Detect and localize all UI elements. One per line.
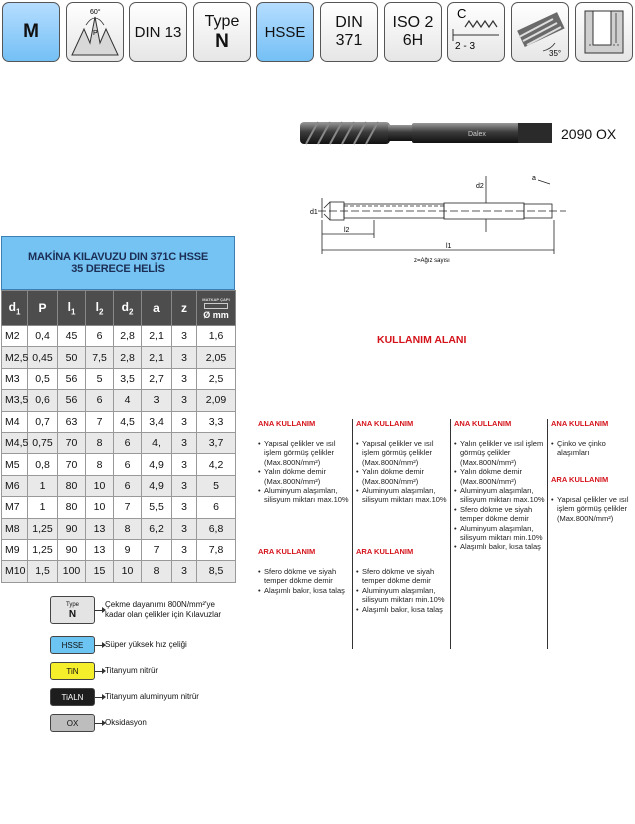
table-cell: 8 [86, 432, 114, 453]
usage-column [255, 419, 351, 649]
usage-item: • Yalın dökme demir (Max.800N/mm²) [454, 467, 546, 486]
thread-size-cell: M10 [2, 561, 28, 582]
main-usage-heading: ANA KULLANIM [356, 419, 414, 428]
table-cell: 1,5 [28, 561, 58, 582]
usage-item: • Yapısal çelikler ve ısıl işlem görmüş çelikler (Max.800N/mm²) [258, 439, 351, 467]
table-cell: 3 [172, 411, 197, 432]
secondary-usage-heading: ARA KULLANIM [356, 547, 414, 556]
table-cell: 90 [58, 518, 86, 539]
legend-text-line: kadar olan çelikler için Kılavuzlar [105, 610, 222, 619]
drill-header-tiny: MATKAP ÇAPI [202, 296, 230, 302]
arrow-right-icon [95, 671, 103, 672]
blind-hole-icon [575, 2, 633, 62]
legend-description [105, 692, 199, 702]
spec-table [1, 290, 236, 583]
table-cell: 3 [172, 518, 197, 539]
table-cell: 13 [86, 539, 114, 560]
thread-size-cell: M3,5 [2, 390, 28, 411]
table-cell: 56 [58, 368, 86, 389]
table-cell: 1,25 [28, 518, 58, 539]
table-row [2, 326, 236, 347]
table-cell: 2,5 [197, 368, 236, 389]
table-cell: 1 [28, 475, 58, 496]
legend-item [50, 714, 147, 732]
table-row [2, 561, 236, 582]
table-cell: 1 [28, 497, 58, 518]
iso-label: ISO 2 [392, 14, 434, 31]
din-label: DIN [335, 14, 363, 31]
legend-text-line: Süper yüksek hız çeliği [105, 640, 187, 649]
legend-item [50, 636, 187, 654]
table-cell: 4,5 [114, 411, 142, 432]
secondary-usage-list [551, 495, 633, 523]
usage-item: • Çinko ve çinko alaşımları [551, 439, 635, 458]
table-cell: 3,5 [114, 368, 142, 389]
thread-size-cell: M8 [2, 518, 28, 539]
usage-item: • Yapısal çelikler ve ısıl işlem görmüş çelikler (Max.800N/mm²) [356, 439, 449, 467]
table-cell: 3 [172, 347, 197, 368]
dim-d2-label: d2 [476, 183, 484, 190]
blind-hole-drawing [577, 5, 631, 59]
tap-product-photo [300, 116, 552, 150]
table-row [2, 390, 236, 411]
table-cell: 56 [58, 390, 86, 411]
table-cell: 8 [142, 561, 172, 582]
table-cell: 70 [58, 454, 86, 475]
legend-swatch-value: N [68, 609, 77, 620]
drill-header-icon [204, 303, 228, 309]
usage-area-grid [255, 419, 635, 649]
legend-item [50, 688, 199, 706]
usage-item: • Yalın çelikler ve ısıl işlem görmüş çelikler (Max.800N/mm²) [454, 439, 546, 467]
table-cell: 1,25 [28, 539, 58, 560]
table-cell: 80 [58, 475, 86, 496]
table-cell: 3 [172, 368, 197, 389]
table-cell: 5 [86, 368, 114, 389]
legend-swatch [50, 596, 95, 624]
table-title-line2: 35 DERECE HELİS [71, 263, 165, 275]
chamfer-drawing [449, 5, 503, 59]
arrow-right-icon [95, 723, 103, 724]
table-cell: 2,7 [142, 368, 172, 389]
table-cell: 3,4 [142, 411, 172, 432]
table-cell: 10 [86, 497, 114, 518]
legend-description [105, 666, 158, 676]
dim-l1-label: l1 [446, 243, 452, 250]
table-row [2, 518, 236, 539]
table-cell: 3,3 [197, 411, 236, 432]
legend-swatch-label: TiN [66, 666, 79, 676]
table-cell: 0,75 [28, 432, 58, 453]
din371-badge [320, 2, 378, 62]
table-cell: 4, [142, 432, 172, 453]
table-cell: 3 [172, 475, 197, 496]
din13-label: DIN 13 [134, 23, 182, 41]
table-cell: 6 [114, 454, 142, 475]
table-title [1, 236, 235, 290]
header-drill-diameter [197, 291, 236, 326]
table-cell: 8,5 [197, 561, 236, 582]
secondary-usage-heading: ARA KULLANIM [258, 547, 316, 556]
thread-profile-drawing [68, 5, 122, 59]
table-cell: 4,9 [142, 475, 172, 496]
table-cell: 6 [114, 432, 142, 453]
legend-swatch [50, 714, 95, 732]
table-cell: 63 [58, 411, 86, 432]
usage-item: • Yapısal çelikler ve ısıl işlem görmüş çelikler (Max.800N/mm²) [551, 495, 633, 523]
table-cell: 7 [114, 497, 142, 518]
table-cell: 7 [86, 411, 114, 432]
table-cell: 6,2 [142, 518, 172, 539]
legend-text-line: Oksidasyon [105, 718, 147, 727]
spiral-flute-icon [511, 2, 569, 62]
table-cell: 80 [58, 497, 86, 518]
spiral-flute-drawing [513, 5, 567, 59]
profile-angle-label: 60° [90, 9, 101, 16]
legend-description [105, 718, 147, 728]
table-cell: 8 [86, 454, 114, 475]
header-z: z [172, 291, 197, 326]
iso-class: 6H [402, 32, 424, 49]
table-cell: 7,5 [86, 347, 114, 368]
table-cell: 7 [142, 539, 172, 560]
tap-dimension-table [1, 236, 235, 583]
table-cell: 2,8 [114, 326, 142, 347]
table-row [2, 347, 236, 368]
thread-size-cell: M4 [2, 411, 28, 432]
drill-header-symbol: Ø mm [203, 309, 229, 320]
table-cell: 50 [58, 347, 86, 368]
usage-item: • Alaşımlı bakır, kısa talaş [356, 605, 447, 614]
dim-l2-label: l2 [344, 227, 350, 234]
legend-swatch-label: OX [66, 718, 79, 728]
metric-thread-badge [2, 2, 60, 62]
secondary-usage-list [258, 567, 349, 595]
chamfer-range: 2 - 3 [455, 41, 476, 52]
table-cell: 3 [172, 454, 197, 475]
usage-item: • Aluminyum alaşımları, silisyum miktarı min.10% [356, 586, 447, 605]
table-row [2, 475, 236, 496]
metric-label: M [23, 21, 39, 42]
product-code: 2090 OX [561, 126, 617, 142]
table-cell: 6,8 [197, 518, 236, 539]
table-cell: 5 [197, 475, 236, 496]
chamfer-letter: C [457, 6, 467, 21]
table-row [2, 454, 236, 475]
thread-size-cell: M5 [2, 454, 28, 475]
table-row [2, 432, 236, 453]
thread-size-cell: M6 [2, 475, 28, 496]
table-cell: 8 [114, 518, 142, 539]
chamfer-form-icon [447, 2, 505, 62]
table-cell: 3,7 [197, 432, 236, 453]
secondary-usage-list [356, 567, 447, 614]
property-icon-row [2, 2, 633, 62]
table-header-row [2, 291, 236, 326]
table-cell: 7,8 [197, 539, 236, 560]
table-cell: 90 [58, 539, 86, 560]
legend-text-line: Titanyum nitrür [105, 666, 159, 675]
table-cell: 2,1 [142, 347, 172, 368]
table-cell: 2,05 [197, 347, 236, 368]
table-row [2, 411, 236, 432]
legend-item [50, 662, 158, 680]
legend-swatch [50, 662, 95, 680]
usage-item: • Yalın dökme demir (Max.800N/mm²) [258, 467, 351, 486]
usage-title: KULLANIM ALANI [377, 334, 467, 346]
table-cell: 15 [86, 561, 114, 582]
table-cell: 3 [172, 497, 197, 518]
usage-item: • Sfero dökme ve siyah temper dökme demir [258, 567, 349, 586]
table-cell: 6 [114, 475, 142, 496]
legend-swatch [50, 636, 95, 654]
usage-item: • Yalın dökme demir (Max.800N/mm²) [356, 467, 449, 486]
table-body [2, 326, 236, 583]
table-cell: 0,8 [28, 454, 58, 475]
dim-d1-label: d1 [310, 209, 318, 216]
table-cell: 70 [58, 432, 86, 453]
usage-item: • Aluminyum alaşımları, silisyum miktarı max.10% [258, 486, 351, 505]
flute-count-note: z=Ağız sayısı [414, 258, 450, 264]
type-label: Type [204, 12, 240, 30]
header-d1: $d_1$ [2, 291, 28, 326]
table-cell: 3 [172, 561, 197, 582]
table-cell: 4 [114, 390, 142, 411]
table-cell: 2,1 [142, 326, 172, 347]
din13-badge [129, 2, 187, 62]
legend-description [105, 600, 221, 620]
legend-swatch-label: TiALN [61, 692, 84, 702]
din-number: 371 [335, 32, 363, 49]
shank-brand-text: Dalex [468, 131, 486, 138]
legend-item [50, 596, 221, 624]
main-usage-heading: ANA KULLANIM [551, 419, 609, 428]
usage-column [547, 419, 635, 649]
table-cell: 4,2 [197, 454, 236, 475]
table-cell: 3 [172, 539, 197, 560]
table-cell: 0,7 [28, 411, 58, 432]
table-cell: 10 [114, 561, 142, 582]
header-l2: $l_2$ [86, 291, 114, 326]
usage-item: • Sfero dökme ve siyah temper dökme demir [356, 567, 447, 586]
secondary-usage-heading: ARA KULLANIM [551, 475, 609, 484]
helix-angle-label: 35° [549, 49, 562, 58]
thread-size-cell: M9 [2, 539, 28, 560]
legend-text-line: Titanyum aluminyum nitrür [105, 692, 199, 701]
table-row [2, 539, 236, 560]
hsse-label: HSSE [264, 23, 306, 41]
thread-size-cell: M4,5 [2, 432, 28, 453]
table-cell: 6 [86, 326, 114, 347]
usage-item: • Alaşımlı bakır, kısa talaş [258, 586, 349, 595]
table-cell: 9 [114, 539, 142, 560]
table-cell: 3 [172, 326, 197, 347]
arrow-right-icon [95, 645, 103, 646]
table-cell: 0,5 [28, 368, 58, 389]
usage-item: • Aluminyum alaşımları, silisyum miktarı max.10% [454, 486, 546, 505]
table-row [2, 497, 236, 518]
legend-swatch-label: HSSE [61, 640, 84, 650]
hsse-badge [256, 2, 314, 62]
table-cell: 4,9 [142, 454, 172, 475]
arrow-right-icon [95, 610, 103, 611]
table-cell: 45 [58, 326, 86, 347]
usage-column [450, 419, 546, 649]
table-cell: 5,5 [142, 497, 172, 518]
table-cell: 2,09 [197, 390, 236, 411]
arrow-right-icon [95, 697, 103, 698]
table-cell: 3 [142, 390, 172, 411]
legend-swatch [50, 688, 95, 706]
usage-item: • Aluminyum alaşımları, silisyum miktarı max.10% [356, 486, 449, 505]
legend-description [105, 640, 187, 650]
usage-column [352, 419, 449, 649]
table-cell: 13 [86, 518, 114, 539]
table-cell: 10 [86, 475, 114, 496]
table-row [2, 368, 236, 389]
header-a: a [142, 291, 172, 326]
table-cell: 2,8 [114, 347, 142, 368]
table-cell: 3 [172, 390, 197, 411]
thread-size-cell: M2 [2, 326, 28, 347]
table-cell: 1,6 [197, 326, 236, 347]
main-usage-heading: ANA KULLANIM [258, 419, 316, 428]
thread-size-cell: M2,5 [2, 347, 28, 368]
tap-dimension-drawing [298, 170, 578, 270]
table-cell: 6 [86, 390, 114, 411]
main-usage-heading: ANA KULLANIM [454, 419, 512, 428]
thread-size-cell: M7 [2, 497, 28, 518]
usage-item: • Alaşımlı bakır, kısa talaş [454, 542, 546, 551]
table-cell: 0,4 [28, 326, 58, 347]
table-cell: 0,6 [28, 390, 58, 411]
table-title-line1: MAKİNA KILAVUZU DIN 371C HSSE [28, 251, 208, 263]
table-cell: 6 [197, 497, 236, 518]
thread-profile-icon [66, 2, 124, 62]
legend-swatch-label: Type [65, 602, 79, 608]
type-value: N [215, 30, 229, 52]
thread-size-cell: M3 [2, 368, 28, 389]
header-d2: $d_2$ [114, 291, 142, 326]
header-l1: $l_1$ [58, 291, 86, 326]
profile-pitch-label: P [93, 30, 98, 37]
table-cell: 0,45 [28, 347, 58, 368]
table-cell: 100 [58, 561, 86, 582]
dim-a-label: a [532, 175, 536, 182]
type-n-badge [193, 2, 251, 62]
table-cell: 3 [172, 432, 197, 453]
iso-tolerance-badge [384, 2, 442, 62]
legend-text-line: Çekme dayanımı 800N/mm²'ye [105, 600, 216, 609]
usage-item: • Sfero dökme ve siyah temper dökme demir [454, 505, 546, 524]
usage-item: • Aluminyum alaşımları, silisyum miktarı min.10% [454, 524, 546, 543]
header-p: P [28, 291, 58, 326]
